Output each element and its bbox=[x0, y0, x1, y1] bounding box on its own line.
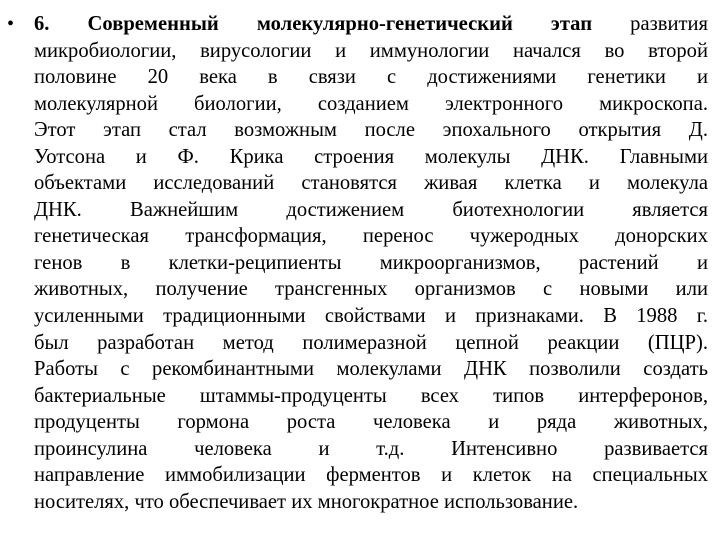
text-line: проинсулина человека и т.д. Интенсивно развивается bbox=[34, 437, 708, 460]
text-line: Уотсона и Ф. Крика строения молекулы ДНК. Главными bbox=[34, 145, 708, 168]
text-line: бактериальные штаммы-продуценты всех типов интерферонов, bbox=[34, 384, 708, 407]
text-line: микробиологии, вирусологии и иммунологии начался во второй bbox=[34, 39, 708, 62]
text-line: ДНК. Важнейшим достижением биотехнологии является bbox=[34, 198, 708, 221]
text-line: молекулярной биологии, созданием электронного микроскопа. bbox=[34, 92, 708, 115]
text-line: был разработан метод полимеразной цепной реакции (ПЦР). bbox=[34, 331, 708, 354]
text-line: генов в клетки-реципиенты микроорганизмов, растений и bbox=[34, 251, 708, 274]
text-line: генетическая трансформация, перенос чужеродных донорских bbox=[34, 225, 708, 248]
text-line: усиленными традиционными свойствами и признаками. В 1988 г. bbox=[34, 305, 708, 328]
text-line: носителях, что обеспечивает их многократное использование. bbox=[34, 490, 579, 513]
lead-heading: 6. Современный молекулярно-генетический этап bbox=[34, 13, 593, 35]
body-paragraph bbox=[34, 11, 708, 515]
text-line: Этот этап стал возможным после эпохального открытия Д. bbox=[34, 119, 708, 142]
text-line: животных, получение трансгенных организмов с новыми или bbox=[34, 278, 708, 301]
text-line-rest: развития bbox=[592, 13, 708, 35]
text-line: направление иммобилизации ферментов и клеток на специальных bbox=[34, 464, 708, 487]
text-line: объектами исследований становятся живая клетка и молекула bbox=[34, 172, 708, 195]
text-line bbox=[34, 11, 708, 38]
text-line: Работы с рекомбинантными молекулами ДНК позволили создать bbox=[34, 358, 708, 381]
text-line: продуценты гормона роста человека и ряда животных, bbox=[34, 411, 708, 434]
bullet-marker: • bbox=[7, 13, 15, 35]
text-line: половине 20 века в связи с достижениями генетики и bbox=[34, 66, 708, 89]
